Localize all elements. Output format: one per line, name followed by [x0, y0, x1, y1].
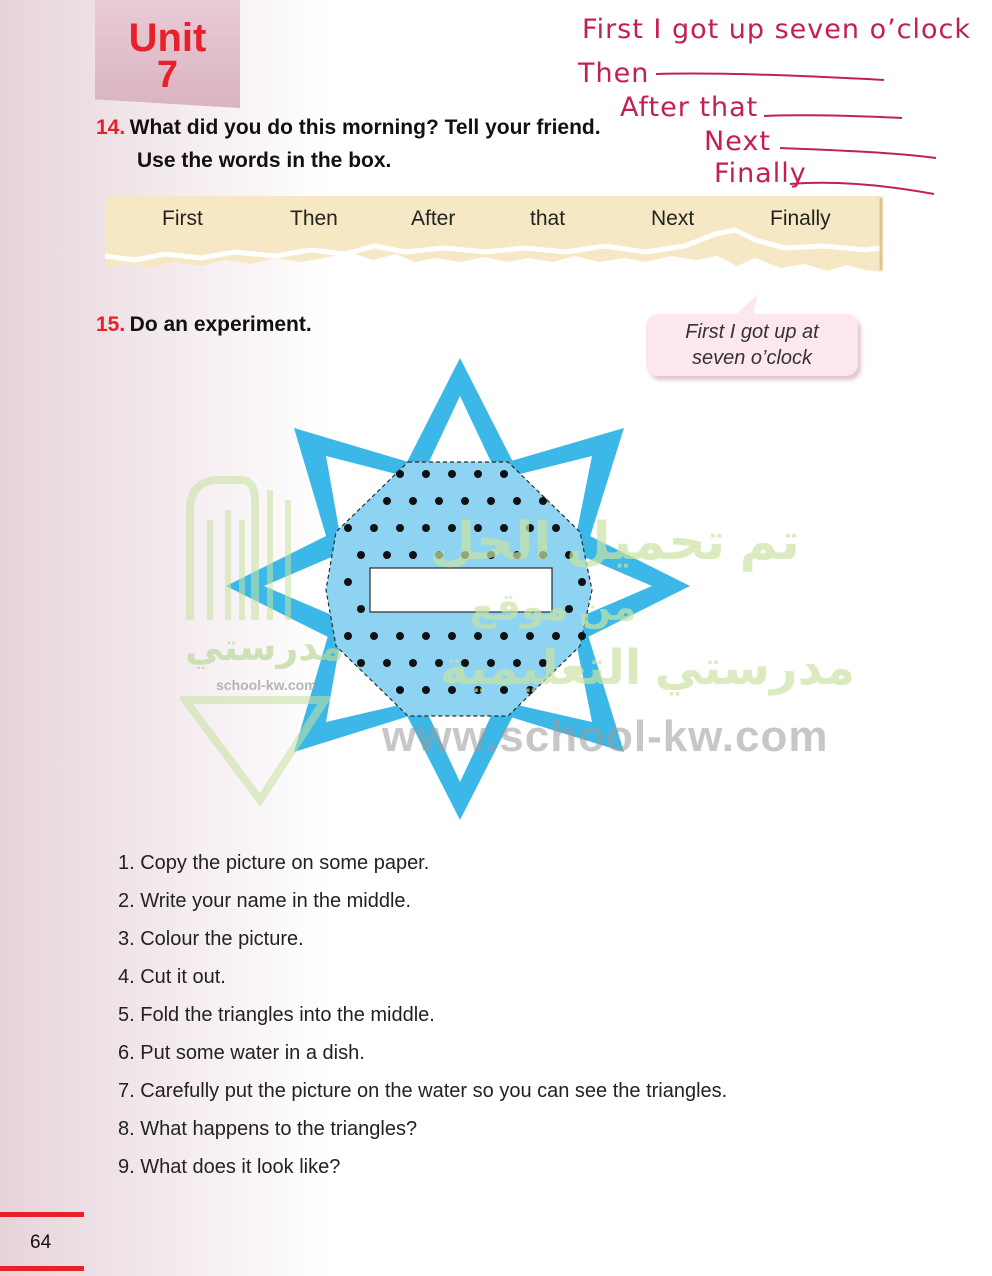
- question-15-title: Do an experiment.: [129, 313, 312, 336]
- dot: [578, 632, 586, 640]
- dot: [344, 578, 352, 586]
- word-box: [105, 196, 883, 272]
- step-item: 3. Colour the picture.: [118, 928, 304, 950]
- dot: [539, 497, 547, 505]
- step-item: 4. Cut it out.: [118, 966, 226, 988]
- dot: [422, 524, 430, 532]
- box-word-finally: Finally: [770, 207, 831, 230]
- dot: [500, 632, 508, 640]
- dot: [396, 632, 404, 640]
- handwritten-answer-line: First I got up seven o’clock: [582, 14, 972, 45]
- dot: [474, 470, 482, 478]
- dot: [448, 632, 456, 640]
- step-item: 8. What happens to the triangles?: [118, 1118, 418, 1140]
- dot: [357, 551, 365, 559]
- watermark-url: www.school-kw.com: [382, 712, 829, 761]
- question-14-line1: What did you do this morning? Tell your friend.: [129, 116, 601, 139]
- step-item: 7. Carefully put the picture on the water so you can see the triangles.: [118, 1080, 728, 1102]
- box-word-that: that: [530, 207, 566, 230]
- page-number-bar-top: [0, 1212, 84, 1217]
- dot: [396, 470, 404, 478]
- question-14: [96, 116, 601, 140]
- box-word-first: First: [162, 207, 203, 230]
- question-15: [96, 313, 312, 337]
- dot: [396, 686, 404, 694]
- question-15-number: 15.: [96, 313, 126, 336]
- dot: [370, 632, 378, 640]
- page-number: 64: [30, 1232, 52, 1253]
- question-14-line2: Use the words in the box.: [137, 149, 392, 172]
- dot: [396, 524, 404, 532]
- dot: [435, 497, 443, 505]
- dot: [370, 524, 378, 532]
- question-14-number: 14.: [96, 116, 126, 139]
- handwritten-after-that: After that: [620, 92, 759, 123]
- step-item: 6. Put some water in a dish.: [118, 1042, 365, 1064]
- unit-number: 7: [156, 54, 179, 96]
- step-item: 2. Write your name in the middle.: [118, 890, 412, 912]
- watermark-text-line2: من موقع: [470, 587, 637, 629]
- box-word-next: Next: [651, 207, 695, 230]
- dot: [383, 551, 391, 559]
- dot: [487, 497, 495, 505]
- handwritten-next: Next: [704, 126, 771, 157]
- dot: [526, 632, 534, 640]
- dot: [448, 470, 456, 478]
- dot: [357, 659, 365, 667]
- handwritten-finally: Finally: [714, 158, 807, 189]
- dot: [422, 470, 430, 478]
- dot: [409, 551, 417, 559]
- dot: [500, 470, 508, 478]
- dot: [422, 686, 430, 694]
- watermark-logo-url: school-kw.com: [216, 677, 317, 693]
- dot: [409, 659, 417, 667]
- dot: [513, 497, 521, 505]
- watermark-text-line3: مدرستي التعليمية: [440, 642, 856, 695]
- experiment-steps: [118, 844, 727, 1186]
- watermark-text-line1: تم تحميل الحل: [430, 513, 800, 571]
- speech-bubble-line2: seven o’clock: [691, 347, 813, 369]
- page-number-bar-bottom: [0, 1266, 84, 1271]
- step-item: 5. Fold the triangles into the middle.: [118, 1004, 435, 1026]
- dot: [474, 632, 482, 640]
- dot: [344, 524, 352, 532]
- dot: [422, 632, 430, 640]
- watermark-logo-text: مدرستي: [185, 627, 344, 669]
- step-item: 1. Copy the picture on some paper.: [118, 852, 430, 874]
- dot: [409, 497, 417, 505]
- dot: [383, 659, 391, 667]
- box-word-after: After: [411, 207, 456, 230]
- step-item: 9. What does it look like?: [118, 1156, 341, 1178]
- dot: [552, 632, 560, 640]
- speech-bubble-line1: First I got up at: [685, 321, 819, 343]
- dot: [344, 632, 352, 640]
- unit-label: Unit: [128, 16, 207, 60]
- dot: [461, 497, 469, 505]
- box-word-then: Then: [290, 207, 338, 230]
- dot: [357, 605, 365, 613]
- handwritten-then: Then: [578, 58, 650, 89]
- torn-paper-shape: [105, 196, 883, 272]
- handwritten-underlines: [640, 66, 940, 206]
- dot: [383, 497, 391, 505]
